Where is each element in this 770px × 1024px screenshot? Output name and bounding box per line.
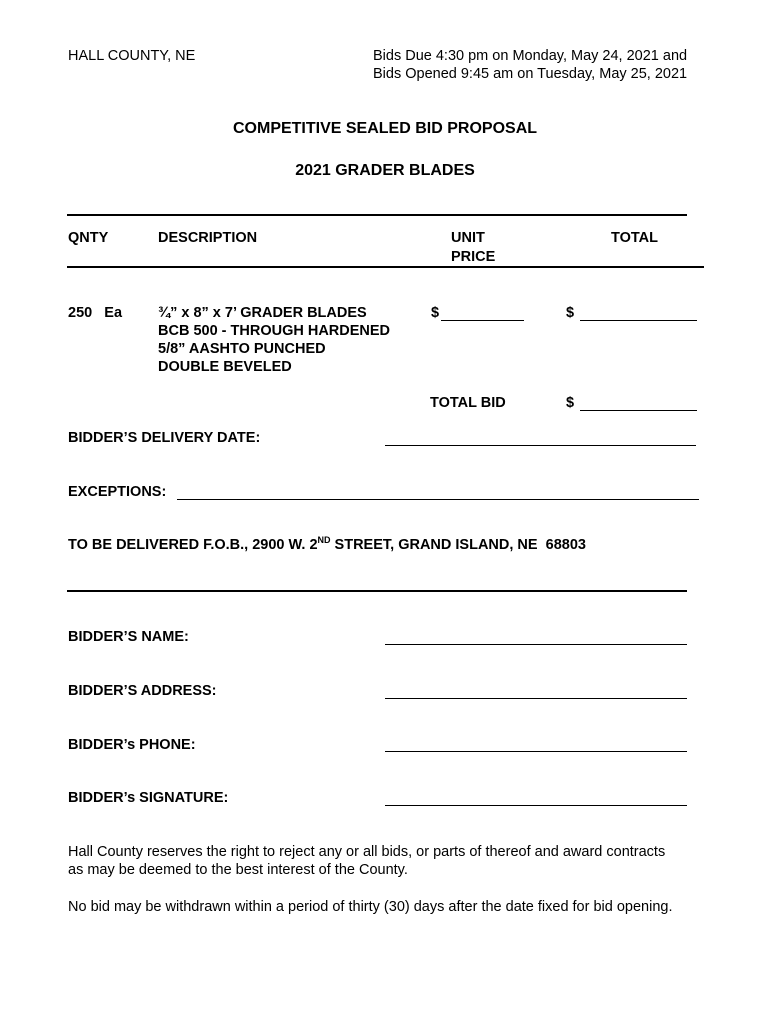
- total-bid-label: TOTAL BID: [430, 395, 506, 411]
- bidder-address-label: BIDDER’S ADDRESS:: [68, 683, 217, 699]
- bidder-phone-label: BIDDER’s PHONE:: [68, 737, 196, 753]
- col-qnty-header: QNTY: [68, 230, 109, 246]
- reserve-rights-line1: Hall County reserves the right to reject any or all bids, or parts of thereof and award contracts: [68, 844, 666, 860]
- col-unit-price-header-2: PRICE: [451, 249, 496, 265]
- total-field[interactable]: [580, 320, 697, 321]
- bidder-name-label: BIDDER’S NAME:: [68, 629, 189, 645]
- fob-delivery-text: [68, 537, 586, 553]
- total-bid-dollar: $: [566, 395, 575, 411]
- col-total-header: TOTAL: [611, 230, 658, 246]
- total-bid-field[interactable]: [580, 410, 697, 411]
- row-desc-line2: BCB 500 - THROUGH HARDENED: [158, 323, 391, 339]
- fob-prefix: TO BE DELIVERED F.O.B., 2900 W. 2: [68, 537, 318, 553]
- delivery-date-label: BIDDER’S DELIVERY DATE:: [68, 430, 261, 446]
- bidder-name-field[interactable]: [385, 644, 687, 645]
- col-description-header: DESCRIPTION: [158, 230, 258, 246]
- document-subtitle: 2021 GRADER BLADES: [295, 162, 475, 179]
- reserve-rights-line2: as may be deemed to the best interest of the County.: [68, 862, 408, 878]
- exceptions-field[interactable]: [177, 499, 699, 500]
- document-title: COMPETITIVE SEALED BID PROPOSAL: [232, 120, 538, 137]
- bids-due-text: Bids Due 4:30 pm on Monday, May 24, 2021 and: [373, 48, 688, 64]
- bids-opened-text: Bids Opened 9:45 am on Tuesday, May 25, 2021: [373, 66, 688, 82]
- col-unit-price-header-1: UNIT: [451, 230, 485, 246]
- exceptions-label: EXCEPTIONS:: [68, 484, 167, 500]
- withdrawal-note: No bid may be withdrawn within a period of thirty (30) days after the date fixed for bid opening.: [68, 899, 673, 915]
- unit-price-field[interactable]: [441, 320, 524, 321]
- divider-top: [67, 214, 687, 216]
- bidder-signature-field[interactable]: [385, 805, 687, 806]
- fob-suffix: STREET, GRAND ISLAND, NE 68803: [330, 537, 586, 553]
- fob-ordinal-sup: ND: [317, 535, 331, 545]
- unit-price-dollar: $: [431, 305, 440, 321]
- delivery-date-field[interactable]: [385, 445, 696, 446]
- divider-bottom: [67, 590, 687, 592]
- row-desc-line4: DOUBLE BEVELED: [158, 359, 292, 375]
- row-desc-line3: 5/8” AASHTO PUNCHED: [158, 341, 326, 357]
- bidder-signature-label: BIDDER’s SIGNATURE:: [68, 790, 229, 806]
- divider-header: [67, 266, 704, 268]
- bidder-address-field[interactable]: [385, 698, 687, 699]
- bidder-phone-field[interactable]: [385, 751, 687, 752]
- county-name: HALL COUNTY, NE: [68, 48, 196, 64]
- row-qnty: 250 Ea: [68, 305, 123, 321]
- row-desc-line1: ¾” x 8” x 7’ GRADER BLADES: [158, 305, 367, 321]
- total-dollar: $: [566, 305, 575, 321]
